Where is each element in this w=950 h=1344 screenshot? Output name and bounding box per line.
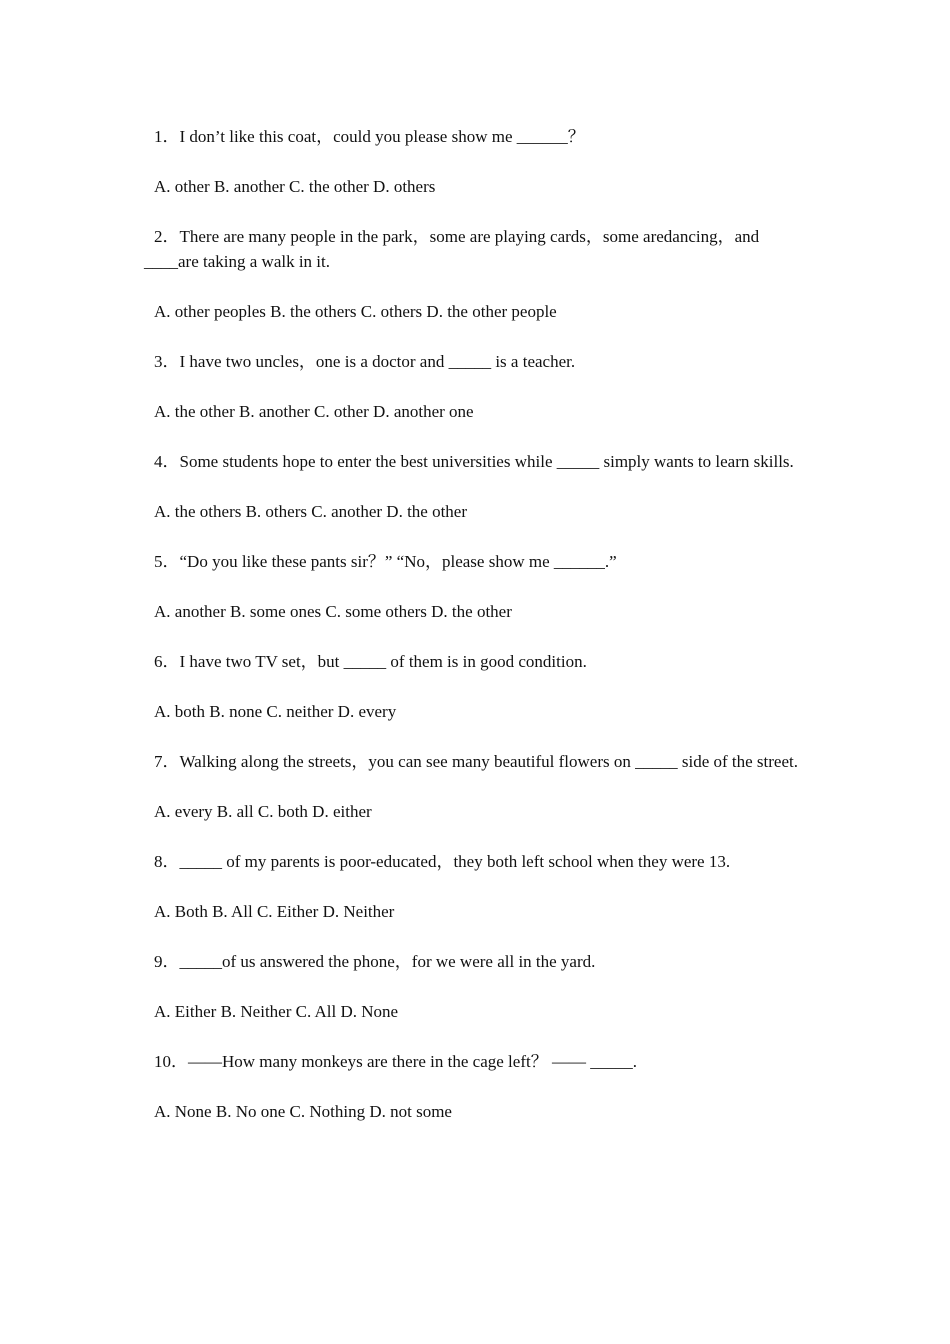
- question-5: 5．“Do you like these pants sir？” “No，please show me ______.”: [154, 552, 617, 571]
- question-2: 2．There are many people in the park，some are playing cards，some aredancing，and ____are taking a walk in it.: [144, 227, 760, 271]
- options-10: A. None B. No one C. Nothing D. not some: [154, 1102, 452, 1121]
- question-7: 7．Walking along the streets，you can see many beautiful flowers on _____ side of the street.: [154, 752, 798, 771]
- options-2: A. other peoples B. the others C. others D. the other people: [154, 302, 557, 321]
- options-1: A. other B. another C. the other D. others: [154, 177, 436, 196]
- question-1: 1．I don’t like this coat，could you please show me ______？: [154, 127, 585, 146]
- question-4: 4．Some students hope to enter the best universities while _____ simply wants to learn skills.: [154, 452, 794, 471]
- options-8: A. Both B. All C. Either D. Neither: [154, 902, 395, 921]
- options-5: A. another B. some ones C. some others D. the other: [154, 602, 512, 621]
- question-10: 10．——How many monkeys are there in the cage left？ —— _____.: [154, 1052, 637, 1071]
- options-6: A. both B. none C. neither D. every: [154, 702, 397, 721]
- options-4: A. the others B. others C. another D. the other: [154, 502, 468, 521]
- exercise-list: [144, 124, 810, 1124]
- question-3: 3．I have two uncles，one is a doctor and _____ is a teacher.: [154, 352, 576, 371]
- options-3: A. the other B. another C. other D. another one: [154, 402, 474, 421]
- question-8: 8．_____ of my parents is poor-educated，they both left school when they were 13.: [154, 852, 731, 871]
- question-6: 6．I have two TV set，but _____ of them is in good condition.: [154, 652, 587, 671]
- options-7: A. every B. all C. both D. either: [154, 802, 372, 821]
- options-9: A. Either B. Neither C. All D. None: [154, 1002, 399, 1021]
- question-9: 9．_____of us answered the phone，for we were all in the yard.: [154, 952, 596, 971]
